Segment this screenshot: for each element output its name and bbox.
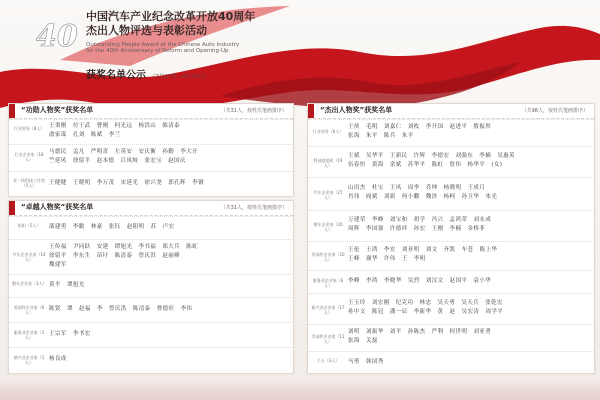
- name-list: [348, 358, 590, 367]
- name-line: 刘明 刘振华 刘平 孙陈杰 严利 何世明 刘亚勇: [348, 329, 492, 335]
- anniversary-logo: [34, 14, 84, 54]
- name-line: 马德民 孟凡 严明喜 左英安 安庆衡 孙勤 李大开: [49, 149, 198, 155]
- award-row: [9, 171, 293, 196]
- name-line: 徐留平 李东生 苗圩 陈清泰 曾庆洪 赵丽峰: [49, 253, 181, 259]
- panel-title: “卓越人物奖”获奖名单: [21, 203, 94, 211]
- name-list: [348, 328, 590, 346]
- accent-tag: [308, 104, 314, 118]
- award-row: [308, 119, 594, 146]
- category-label: 服务业企业家（1人）: [13, 330, 45, 340]
- award-row: [308, 241, 594, 270]
- name-line: 马勇 韩国秀: [348, 359, 384, 365]
- accent-tag: [9, 104, 15, 118]
- name-list: [49, 243, 289, 270]
- category-label: 零部件企业家（6人）: [13, 305, 45, 315]
- panel-note: （共98人，按姓氏笔画排序）: [521, 108, 588, 114]
- name-line: 王传福 尹同跃 安建 谭旭光 李书福 郑大兵 陈虹: [49, 244, 198, 250]
- panel-header: [9, 201, 293, 216]
- name-line: 俞家谋 孔刘 陈斌 李兰: [49, 132, 121, 138]
- award-row: [9, 119, 293, 144]
- name-list: [348, 123, 590, 141]
- name-line: 黄平 谭旭光: [49, 282, 85, 288]
- category-label: 业一线科技工作者（5人）: [13, 178, 45, 188]
- category-label: 新兴业企业家（17人）: [311, 305, 345, 315]
- category-label: 服务业企业家（6人）: [312, 278, 344, 288]
- category-label: 新兴业企业家（1人）: [13, 355, 45, 365]
- award-row: [308, 270, 594, 293]
- panel-note: （共31人，按姓氏笔画排序）: [220, 205, 287, 211]
- award-row: [308, 177, 594, 210]
- name-line: 万建荣 李峰 刘宝和 胡学 冯兴 孟鸿荣 刘永成: [348, 217, 492, 223]
- category-label: 行业领导（8人）: [13, 126, 45, 131]
- title-line-1: 中国汽车产业纪念改革开放40周年: [86, 10, 256, 23]
- category-label: 汽车企业家（27人）: [313, 190, 343, 200]
- name-line: 王玉玲 刘宏刚 纪克功 林忠 吴天勇 吴天兵 张乾宏: [348, 300, 503, 306]
- award-row: [9, 239, 293, 274]
- name-line: 张海 关磊: [348, 338, 378, 344]
- award-row: [308, 146, 594, 177]
- category-label: 组织（5人）: [17, 223, 41, 228]
- name-list: [49, 122, 289, 140]
- name-line: 王秉刚 付于武 曹刚 何光远 杨洪山 陈清泰: [49, 123, 181, 129]
- name-list: [49, 355, 289, 364]
- name-line: 王伦 王鸿 李宏 刘亚明 刘文 齐凯 车苍 陈上华: [348, 247, 498, 253]
- category-label: 个人（3人）: [316, 358, 340, 363]
- name-list: [49, 305, 289, 314]
- name-line: 魏建军: [49, 262, 67, 268]
- title-line-2: 杰出人物评选与表彰活动: [86, 24, 207, 37]
- name-list: [348, 277, 590, 286]
- floor-gradient: [0, 378, 600, 400]
- name-list: [49, 330, 289, 339]
- name-list: [348, 152, 590, 170]
- category-label: 零部件企业家（10人）: [311, 252, 345, 262]
- panel-title: “杰出人物奖”获奖名单: [320, 106, 393, 114]
- award-row: [9, 144, 293, 171]
- name-line: 王健健 王晓明 李万茂 宋延光 徐兴尧 郭孔辉 李钢: [49, 180, 204, 186]
- panel-gongxun: [8, 103, 294, 197]
- award-row: [9, 274, 293, 297]
- name-list: [49, 223, 289, 232]
- panel-title: “功勋人物奖”获奖名单: [21, 106, 94, 114]
- category-label: 汽车企业业家（14人）: [12, 252, 46, 262]
- subtitle: [86, 66, 210, 81]
- accent-tag: [9, 201, 15, 215]
- award-row: [9, 297, 293, 322]
- name-list: [348, 216, 590, 234]
- name-line: 陈贤 谭 赵福 李 曾庆洪 陈清泰 曹德旺 李伟: [49, 306, 193, 312]
- name-list: [348, 184, 590, 202]
- name-list: [348, 246, 590, 264]
- name-list: [49, 281, 289, 290]
- name-line: 周辉 李国强 许德祥 孙宏 王刚 李楠 金桥菲: [348, 226, 486, 232]
- name-line: 伍春恒 黄海 余斌 苏华平 陈虹 詹伟 杨华平 (女): [348, 162, 503, 168]
- panel-header: [308, 104, 594, 119]
- award-row: [308, 210, 594, 241]
- name-list: [348, 299, 590, 317]
- award-row: [9, 347, 293, 372]
- category-label: 整车企业家（3人）: [12, 281, 47, 286]
- panel-note: （共31人，按姓氏笔画排序）: [220, 108, 287, 114]
- name-line: 王侠 毛明 刘嘉仁 刘枚 李开国 赵进平 殷振彤: [348, 124, 492, 130]
- award-row: [308, 351, 594, 373]
- name-line: 山田杰 杜宝 王凤 周李 乔坤 杨晓明 王成月: [348, 185, 486, 191]
- category-label: 整车企业家（20人）: [313, 222, 343, 232]
- name-line: 王斌 吴华平 王新民 许辉 李德宏 刘强东 李楠 吴惠英: [348, 153, 515, 159]
- award-row: [9, 216, 293, 239]
- name-line: 王宗军 李书宏: [49, 331, 91, 337]
- name-line: 张海 朱平 陈兵 朱平: [348, 133, 414, 139]
- name-line: 肖伟 阎斌 刘新 何小鹏 魏泽 杨柯 孙卫华 朱光: [348, 194, 498, 200]
- title-en-line-1: Outstanding People Award of the Chinese Auto Industry: [86, 42, 240, 48]
- title-english: [86, 42, 239, 54]
- name-line: 王峰 谢华 许伟 王 李明: [348, 256, 426, 262]
- panel-zhuoyue: [8, 200, 294, 374]
- name-line: 李峰 李鸿 李晓华 吴烈 刘汉文 赵国平 袁小华: [348, 278, 492, 284]
- award-row: [308, 324, 594, 351]
- name-line: 竺延风 徐留平 赵本德 吕凤岐 张宏宝 赵国庆: [49, 158, 186, 164]
- logo-number: 40: [36, 19, 78, 54]
- title-block: [86, 10, 255, 38]
- category-label: 科技组组织（19人）: [313, 158, 343, 168]
- subtitle-text: 获奖名单公示: [86, 70, 146, 81]
- panel-jiechu: [307, 103, 595, 374]
- title-en-line-2: for the 40th Anniversary of Reform and Opening-Up: [86, 48, 229, 54]
- date-range: （7月27日—8月15日）: [150, 74, 210, 80]
- name-line: 邵建勇 李瞻 林豪 张钰 赵阳明 苏 卢宏: [49, 224, 175, 230]
- category-label: 行业领导（6人）: [312, 129, 344, 134]
- category-label: 零部件企业家（11人）: [311, 334, 345, 344]
- category-label: 行业企业家（18人）: [14, 152, 44, 162]
- name-line: 孙中文 陈冠 潘一辰 李新华 黄 赵 吴宏涛 周学平: [348, 309, 504, 315]
- name-list: [49, 179, 289, 188]
- name-line: 杨良成: [49, 356, 67, 362]
- award-row: [308, 293, 594, 324]
- name-list: [49, 148, 289, 166]
- panel-header: [9, 104, 293, 119]
- award-row: [9, 322, 293, 347]
